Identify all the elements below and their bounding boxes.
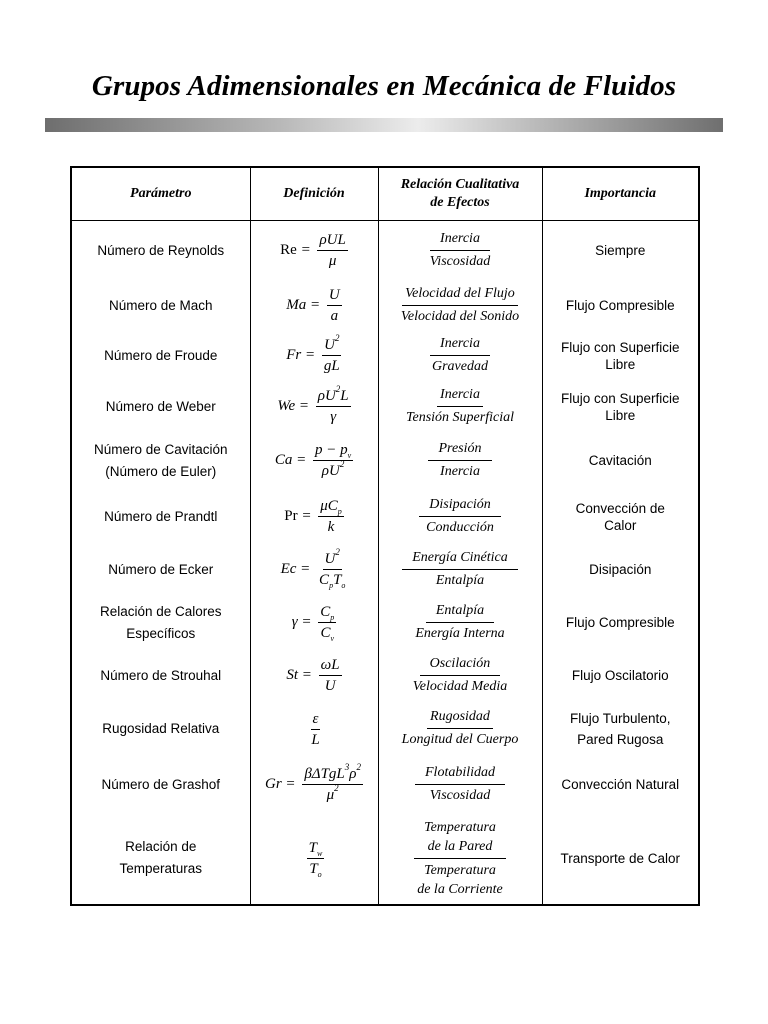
table-row [71, 701, 699, 757]
importance-cell [542, 489, 699, 545]
table-row [71, 381, 699, 433]
importance-line: Libre [605, 407, 636, 423]
relation-cell [378, 331, 542, 381]
relation-cell [378, 813, 542, 905]
table-header-row [71, 167, 699, 221]
param-line: Específicos [126, 625, 196, 641]
importance-cell: Disipación [589, 562, 652, 577]
relation-fraction: $\frac{\text{Inercia}}{\text{Viscosidad}}$ [429, 231, 491, 270]
importance-cell [542, 381, 699, 433]
importance-line: Flujo con Superficie [560, 390, 680, 406]
importance-cell: Flujo Oscilatorio [571, 668, 669, 683]
definition-cell [250, 545, 378, 595]
formula-ecker: Ec = $\frac{U^2}{C_pT_o}$ [280, 547, 346, 590]
definition-cell [250, 595, 378, 651]
importance-cell: Flujo Compresible [565, 615, 675, 630]
definition-cell [250, 701, 378, 757]
param-cell: Número de Prandtl [71, 489, 250, 545]
formula-froude: Fr = $\frac{U^2}{gL}$ [286, 333, 340, 374]
table-row [71, 595, 699, 651]
importance-cell: Cavitación [588, 453, 652, 468]
formula-gamma: γ = $\frac{C_p}{C_v}$ [291, 604, 335, 643]
relation-fraction: $\frac{\text{Presión}}{\text{Inercia}}$ [428, 440, 491, 481]
formula-temperaturas: $\frac{T_w}{T_o}$ [308, 840, 323, 879]
header-relacion-line2: de Efectos [430, 195, 490, 210]
importance-cell: Transporte de Calor [560, 850, 681, 866]
param-cell: Número de Mach [71, 281, 250, 331]
relation-fraction: $\frac{\text{Inercia}}{\text{Tensión Superficial}}$ [406, 387, 514, 425]
param-cell: Número de Weber [71, 381, 250, 433]
page-title: Grupos Adimensionales en Mecánica de Fluidos [91, 70, 677, 102]
definition-cell [250, 221, 378, 281]
relation-cell [378, 757, 542, 813]
param-cell [71, 595, 250, 651]
table-row [71, 651, 699, 701]
relation-cell [378, 489, 542, 545]
param-cell: Número de Froude [71, 331, 250, 381]
title-divider-bar [45, 118, 723, 132]
importance-line: Flujo con Superficie [560, 339, 680, 355]
param-cell: Número de Ecker [71, 545, 250, 595]
importance-cell: Convección Natural [561, 777, 680, 792]
param-line: Temperaturas [119, 861, 203, 876]
formula-rugosidad: $\frac{\varepsilon}{L}$ [311, 710, 320, 748]
relation-fraction: $\frac{\text{Energía Cinética}}{\text{Entalpía}}$ [402, 549, 518, 590]
relation-fraction: $\frac{\text{Entalpía}}{\text{Energía Interna}}$ [415, 603, 505, 641]
table-row [71, 433, 699, 489]
relation-fraction: $\frac{\text{Inercia}}{\text{Gravedad}}$ [432, 336, 488, 374]
importance-line: Flujo Turbulento, [569, 710, 671, 726]
definition-cell [250, 331, 378, 381]
definition-cell [250, 489, 378, 545]
formula-prandtl: Pr = $\frac{\mu C_p}{k}$ [284, 498, 342, 535]
header-importancia: Importancia [542, 167, 699, 221]
relation-cell [378, 545, 542, 595]
importance-line: Calor [604, 517, 637, 533]
definition-cell [250, 813, 378, 905]
relation-fraction: $\frac{\text{Oscilación}}{\text{Velocidad Media}}$ [412, 656, 508, 694]
importance-cell [542, 331, 699, 381]
relation-cell [378, 281, 542, 331]
table-row [71, 757, 699, 813]
relation-cell [378, 595, 542, 651]
dimensionless-groups-table [70, 166, 700, 906]
param-cell: Número de Grashof [71, 757, 250, 813]
table-row [71, 489, 699, 545]
relation-fraction: $\frac{\text{Disipación}}{\text{Conducción}}$ [416, 496, 504, 537]
header-parametro: Parámetro [71, 167, 250, 221]
header-relacion [378, 167, 542, 221]
formula-cavitacion: Ca = $\frac{p - p_v}{\rho U^2}$ [274, 442, 352, 479]
relation-cell [378, 701, 542, 757]
definition-cell [250, 433, 378, 489]
importance-line: Convección de [575, 500, 665, 516]
importance-line: Libre [605, 356, 636, 372]
relation-fraction: $\frac{\text{Rugosidad}}{\text{Longitud del Cuerpo}}$ [401, 709, 519, 747]
param-cell: Número de Strouhal [71, 651, 250, 701]
relation-cell [378, 433, 542, 489]
formula-weber: We = $\frac{\rho U^2L}{\gamma}$ [277, 384, 349, 425]
table-row [71, 221, 699, 281]
importance-cell: Flujo Compresible [565, 298, 675, 313]
param-cell [71, 813, 250, 905]
definition-cell [250, 757, 378, 813]
formula-strouhal: St = $\frac{\omega L}{U}$ [286, 657, 340, 694]
header-definicion: Definición [250, 167, 378, 221]
param-cell [71, 433, 250, 489]
param-line: Relación de [125, 839, 197, 854]
relation-cell [378, 651, 542, 701]
importance-cell: Siempre [595, 243, 646, 259]
header-relacion-line1: Relación Cualitativa [400, 177, 520, 192]
table-row [71, 545, 699, 595]
relation-cell [378, 381, 542, 433]
table-row [71, 331, 699, 381]
formula-reynolds: Re = $\frac{\text{ρUL}}{\mu}$ [280, 232, 346, 270]
relation-cell [378, 221, 542, 281]
relation-fraction: $\frac{\text{Velocidad del Flujo}}{\text{Velocidad del Sonido}}$ [400, 286, 520, 324]
param-line: Relación de Calores [99, 603, 222, 619]
param-cell: Rugosidad Relativa [71, 701, 250, 757]
relation-fraction: $\frac{\text{Flotabilidad}}{\text{Viscosidad}}$ [415, 764, 505, 805]
param-line: (Número de Euler) [105, 463, 217, 479]
param-line: Número de Cavitación [93, 441, 228, 457]
importance-line: Pared Rugosa [577, 731, 664, 747]
param-cell: Número de Reynolds [71, 221, 250, 281]
definition-cell [250, 381, 378, 433]
formula-mach: Ma = $\frac{U}{a}$ [286, 287, 340, 324]
relation-fraction: Temperatura de la Pared Temperatura de la Corriente [407, 818, 513, 899]
definition-cell [250, 281, 378, 331]
definition-cell [250, 651, 378, 701]
table-row [71, 813, 699, 905]
table-row [71, 281, 699, 331]
importance-cell [542, 701, 699, 757]
formula-grashof: Gr = $\frac{\beta\Delta TgL^3\rho^2}{\mu^2}$ [265, 762, 361, 803]
